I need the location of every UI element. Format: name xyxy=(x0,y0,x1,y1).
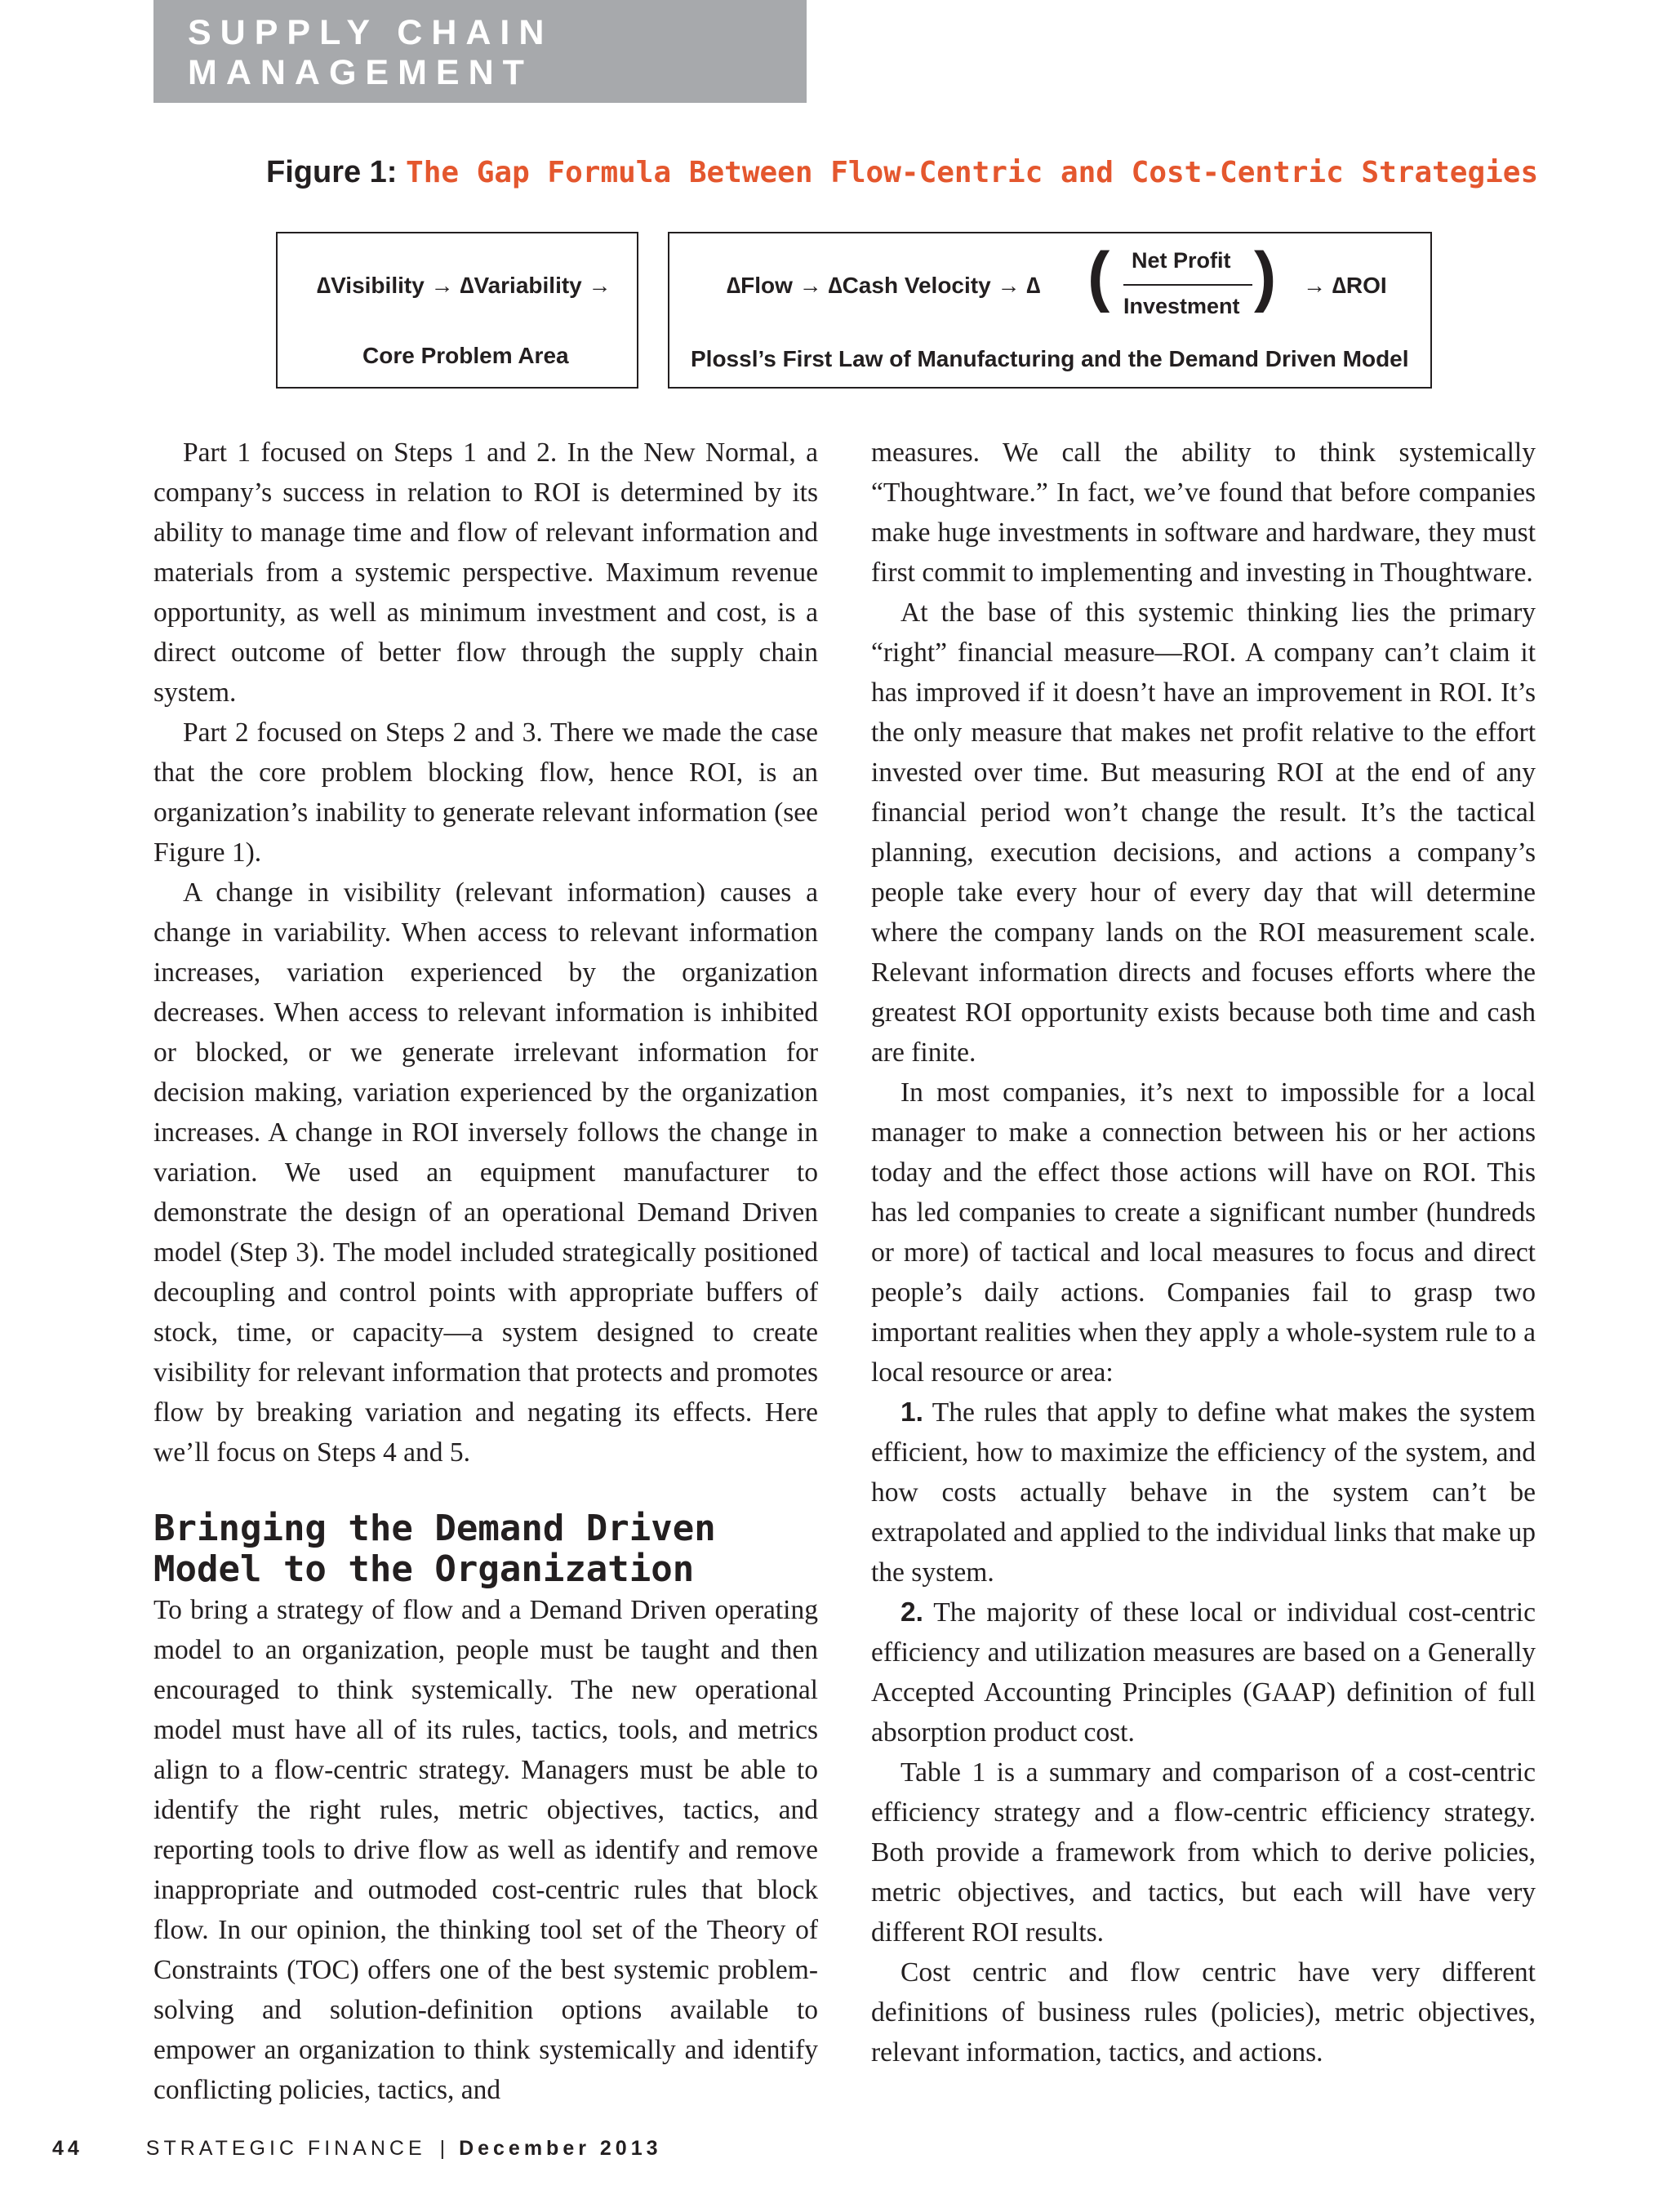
fraction-bar xyxy=(1123,284,1252,286)
roi-result: → ∆ROI xyxy=(1303,273,1387,298)
paragraph: Part 1 focused on Steps 1 and 2. In the New Normal, a company’s success in relation to ROI is determined by its ability to manage time and flow of relevant information and materials from a systemic perspective. Maximum revenue opportunity, as well as minimum investment and cost, is a direct outcome of better flow through the supply chain system. xyxy=(153,438,818,708)
figure-label: Figure 1: xyxy=(266,155,398,189)
item-number: 1. xyxy=(900,1397,923,1428)
paragraph: Part 2 focused on Steps 2 and 3. There we made the case that the core problem blocking flow, hence ROI, is an organization’s inability to generate relevant information (see Figure 1). xyxy=(153,717,818,868)
page-number: 44 xyxy=(52,2137,83,2160)
item-number: 2. xyxy=(900,1597,923,1628)
numbered-item xyxy=(871,1592,1536,1752)
paragraph: Cost centric and flow centric have very different definitions of business rules (policies), metric objectives, relevant information, tactics, and actions. xyxy=(871,1957,1536,2068)
paragraph: In most companies, it’s next to impossible for a local manager to make a connection between his or her actions today and the effect those actions will have on ROI. This has led companies to create a significant number (hundreds or more) of tactical and local measures to focus and direct people’s daily actions. Companies fail to grasp two important realities when they apply a whole-system rule to a local resource or area: xyxy=(871,1077,1536,1388)
paragraph: measures. We call the ability to think systemically “Thoughtware.” In fact, we’ve found that before companies make huge investments in software and hardware, they must first commit to implementing and investing in Thoughtware. xyxy=(871,438,1536,588)
fraction-denominator: Investment xyxy=(1123,294,1240,318)
item-text: The majority of these local or individual cost-centric efficiency and utilization measures are based on a Generally Accepted Accounting Principles (GAAP) definition of full absorption product cost. xyxy=(871,1597,1536,1748)
left-paren: ( xyxy=(1087,239,1110,313)
figure-name: The Gap Formula Between Flow-Centric and Cost-Centric Strategies xyxy=(406,156,1539,189)
page-footer xyxy=(52,2137,662,2161)
left-column xyxy=(153,433,818,2110)
flow-formula: ∆Flow → ∆Cash Velocity → ∆ xyxy=(727,273,1041,298)
paragraph: A change in visibility (relevant information) causes a change in variability. When access to relevant information increases, variation experienced by the organization decreases. When access to relevant information is inhibited or blocked, or we generate irrelevant information for decision making, variation experienced by the organization increases. A change in ROI inversely follows the change in variation. We used an equipment manufacturer to demonstrate the design of an operational Demand Driven model (Step 3). The model included strategically positioned decoupling and control points with appropriate buffers of stock, time, or capacity—a system designed to create visibility for relevant information that protects and promotes flow by breaking variation and negating its effects. Here we’ll focus on Steps 4 and 5. xyxy=(153,877,818,1468)
footer-separator: | xyxy=(439,2137,446,2160)
core-problem-caption: Core Problem Area xyxy=(362,343,569,368)
visibility-formula: ∆Visibility → ∆Variability → xyxy=(317,273,611,298)
right-paren: ) xyxy=(1254,239,1277,313)
magazine-name: STRATEGIC FINANCE xyxy=(145,2137,426,2160)
paragraph: To bring a strategy of flow and a Demand Driven operating model to an organization, people must be taught and then encouraged to think systemically. The new operational model must have all of its rules, tactics, tools, and metrics align to a flow-centric strategy. Managers must be able to identify the right rules, metric objectives, tactics, and reporting tools to drive flow as well as identify and remove inappropriate and outmoded cost-centric rules that block flow. In our opinion, the thinking tool set of the Theory of Constraints (TOC) offers one of the best systemic problem-solving and solution-definition options available to empower an organization to think systemically and identify conflicting policies, tactics, and xyxy=(153,1595,818,2105)
fraction-numerator: Net Profit xyxy=(1132,248,1231,273)
figure-title xyxy=(266,155,1539,190)
paragraph: At the base of this systemic thinking lies the primary “right” financial measure—ROI. A company can’t claim it has improved if it doesn’t have an improvement in ROI. It’s the only measure that makes net profit relative to the effort invested over time. But measuring ROI at the end of any financial period won’t change the result. It’s the tactical planning, execution decisions, and actions a company’s people take every hour of every day that will determine where the company lands on the ROI measurement scale. Relevant information directs and focuses efforts where the greatest ROI opportunity exists because both time and cash are finite. xyxy=(871,597,1536,1068)
section-title: SUPPLY CHAIN MANAGEMENT xyxy=(188,13,554,92)
core-problem-box xyxy=(276,232,638,389)
plossl-law-box xyxy=(668,232,1432,389)
issue-date: December 2013 xyxy=(459,2137,662,2160)
right-column xyxy=(871,433,1536,2072)
section-heading: Bringing the Demand Driven Model to the Organization xyxy=(153,1508,716,1590)
paragraph: Table 1 is a summary and comparison of a cost-centric efficiency strategy and a flow-centric efficiency strategy. Both provide a framework from which to derive policies, metric objectives, and tactics, but each will have very different ROI results. xyxy=(871,1757,1536,1948)
numbered-item xyxy=(871,1392,1536,1592)
item-text: The rules that apply to define what makes the system efficient, how to maximize the efficiency of the system, and how costs actually behave in the system can’t be extrapolated and applied to the individual links that make up the system. xyxy=(871,1397,1536,1588)
section-header-tab xyxy=(153,0,807,103)
plossl-caption: Plossl’s First Law of Manufacturing and the Demand Driven Model xyxy=(691,346,1409,371)
